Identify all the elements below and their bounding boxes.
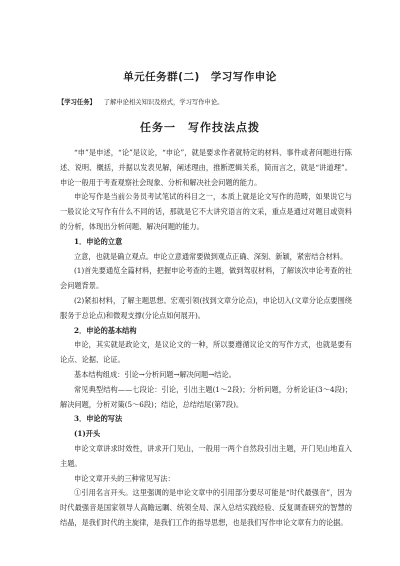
paragraph-theme-point-1: (1)首先要通览全篇材料，把握申论考查的主题，做到驾驭材料，了解该次申论考查的社会问题背景。 (60, 266, 352, 291)
paragraph-structure-intro: 申论，其实就是政论文，是议论文的一种，所以要遵循议论文的写作方式，也就是要有论点、论据、论证。 (60, 340, 352, 365)
paragraph-structure-seven: 常见典型结构——七段论：引论，引出主题(1～2段)；分析问题，分析论证(3～4段)；解决问题，分析对策(5～6段)；结论，总结结尾(第7段)。 (60, 384, 352, 409)
document-body (60, 146, 352, 531)
subheading-opening: (1)开头 (74, 429, 101, 439)
paragraph-definition: “申”是申述，“论”是议论，“申论”，就是要求作者就特定的材料、事件或者问题进行陈述、说明、概括，并据以发表见解，阐述理由，推断逻辑关系，简而言之，就是“讲道理”。申论一般用于考查观察社会现象、分析和解决社会问题的能力。 (60, 148, 352, 187)
learning-task-tag: 【学习任务】 (58, 99, 96, 106)
heading-writing: 3．申论的写法 (74, 414, 123, 424)
heading-theme: 1．申论的立意 (74, 236, 123, 246)
paragraph-structure-basic: 基本结构组成：引论→分析问题→解决问题→结论。 (74, 369, 236, 379)
learning-task-text: 了解申论相关知识及格式，学习写作申论。 (103, 99, 224, 106)
heading-structure: 2．申论的基本结构 (74, 325, 137, 335)
paragraph-opening-intro: 申论文章讲求时效性，讲求开门见山，一般用一两个自然段引出主题，开门见山地直入主题。 (60, 443, 352, 468)
paragraph-quote-opening: ①引用名言开头。这里强调的是申论文章中的引用部分要尽可能是“时代最强音”，因为时代最强音是国家领导人高瞻远瞩、统领全局、深入总结实践经验、反复调查研究的智慧的结晶，是我们时代的主旋律，是我们工作的指导思想，也是我们写作申论文章有力的论据。 (60, 488, 352, 527)
learning-task-line (58, 100, 358, 106)
paragraph-theme-intro: 立意，也就是确立观点。申论立意通常要做到观点正确、深刻、新颖，紧密结合材料。 (74, 251, 348, 261)
unit-title: 单元任务群(二) 学习写作申论 (123, 71, 277, 83)
section-title: 任务一 写作技法点拨 (140, 121, 260, 134)
paragraph-exam-context: 申论写作是当前公务员考试笔试的科目之一，本质上就是论文写作的范畴，如果说它与一般议论文写作有什么不同的话，那就是它不大讲究语言的文采，重点是通过对题目或资料的分析，体现出分析问题、解决问题的能力。 (60, 192, 352, 231)
paragraph-theme-point-2: (2)紧扣材料，了解主题思想。宏观引领(找到文章分论点)，申论切入(文章分论点要围绕服务于总论点)和微观支撑(分论点如何展开)。 (60, 295, 352, 320)
paragraph-opening-methods: 申论文章开头的三种常见写法： (74, 473, 175, 483)
